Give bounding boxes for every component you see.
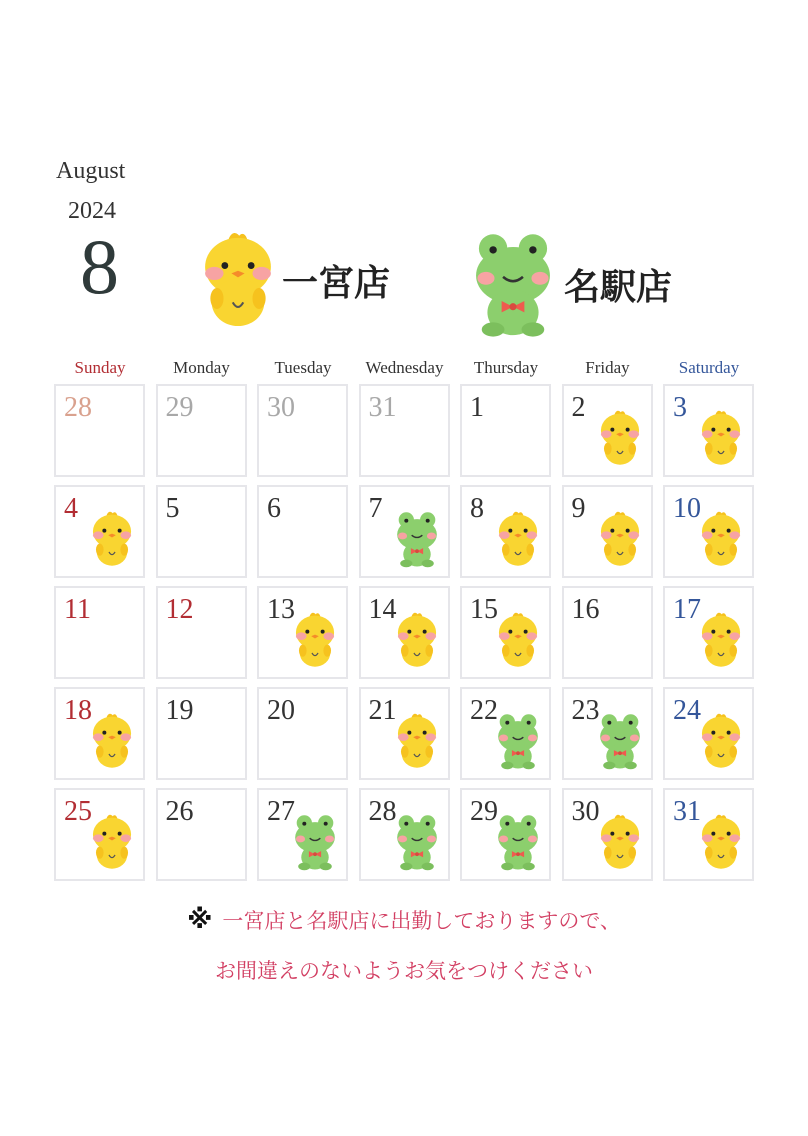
day-cell <box>359 485 450 578</box>
chick-icon <box>698 813 744 871</box>
day-number: 31 <box>368 392 397 423</box>
day-number: 23 <box>571 695 600 726</box>
note-line-1 <box>0 905 808 935</box>
day-number: 10 <box>673 493 701 524</box>
day-number: 28 <box>64 392 92 423</box>
day-cell <box>156 788 247 881</box>
day-cell <box>562 485 653 578</box>
weekday-sunday: Sunday <box>74 358 126 377</box>
chick-icon <box>597 510 643 568</box>
day-number: 7 <box>368 493 383 524</box>
chick-icon <box>698 510 744 568</box>
day-number: 3 <box>673 392 687 423</box>
note-mark: ※ <box>187 905 213 935</box>
chick-icon <box>698 712 744 770</box>
day-cell <box>257 586 348 679</box>
day-number: 26 <box>165 796 194 827</box>
day-cell <box>257 384 348 477</box>
day-number: 29 <box>470 796 498 827</box>
day-cell <box>54 384 145 477</box>
frog-icon <box>597 712 643 770</box>
day-number: 4 <box>64 493 78 524</box>
chick-icon <box>394 712 440 770</box>
weekday-monday: Monday <box>173 358 230 377</box>
day-number: 27 <box>267 796 295 827</box>
frog-icon <box>394 813 440 871</box>
day-number: 11 <box>64 594 91 625</box>
weekday-tuesday: Tuesday <box>274 358 332 377</box>
day-number: 17 <box>673 594 701 625</box>
day-cell <box>562 586 653 679</box>
day-cell <box>359 687 450 780</box>
day-cell <box>54 788 145 881</box>
day-cell <box>54 687 145 780</box>
day-cell <box>156 687 247 780</box>
frog-icon <box>470 230 556 338</box>
header-month-number: 8 <box>80 223 119 310</box>
chick-icon <box>394 611 440 669</box>
legend-label-ichinomiya: 一宮店 <box>282 262 391 304</box>
day-cell <box>562 687 653 780</box>
chick-icon <box>698 611 744 669</box>
day-cell <box>156 384 247 477</box>
chick-icon <box>698 409 744 467</box>
chick-icon <box>495 611 541 669</box>
day-number: 19 <box>165 695 194 726</box>
chick-icon <box>597 813 643 871</box>
chick-icon <box>89 813 135 871</box>
day-number: 22 <box>470 695 498 726</box>
day-number: 30 <box>571 796 600 827</box>
day-number: 2 <box>571 392 586 423</box>
day-cell <box>156 485 247 578</box>
day-cell <box>257 687 348 780</box>
day-number: 16 <box>571 594 600 625</box>
day-number: 6 <box>267 493 281 524</box>
day-number: 20 <box>267 695 295 726</box>
day-number: 9 <box>571 493 586 524</box>
frog-icon <box>292 813 338 871</box>
weekday-header <box>52 358 756 382</box>
weekday-friday: Friday <box>585 358 630 377</box>
frog-icon <box>394 510 440 568</box>
day-number: 15 <box>470 594 498 625</box>
legend-label-meieki: 名駅店 <box>564 266 673 308</box>
day-cell <box>54 586 145 679</box>
legend-ichinomiya <box>198 230 390 330</box>
day-cell <box>663 384 754 477</box>
day-cell <box>663 586 754 679</box>
chick-icon <box>89 510 135 568</box>
day-cell <box>257 788 348 881</box>
day-cell <box>460 485 551 578</box>
day-number: 13 <box>267 594 295 625</box>
day-cell <box>562 384 653 477</box>
day-number: 18 <box>64 695 92 726</box>
day-cell <box>562 788 653 881</box>
header-year: 2024 <box>68 198 116 224</box>
day-number: 29 <box>165 392 194 423</box>
calendar-grid <box>52 382 756 884</box>
day-number: 31 <box>673 796 701 827</box>
day-cell <box>460 384 551 477</box>
chick-icon <box>198 230 278 330</box>
day-cell <box>257 485 348 578</box>
legend-meieki <box>470 230 672 338</box>
chick-icon <box>89 712 135 770</box>
frog-icon <box>495 712 541 770</box>
day-cell <box>359 586 450 679</box>
chick-icon <box>292 611 338 669</box>
day-cell <box>663 687 754 780</box>
day-number: 5 <box>165 493 180 524</box>
chick-icon <box>495 510 541 568</box>
header-month-name: August <box>56 158 126 184</box>
day-cell <box>460 687 551 780</box>
weekday-saturday: Saturday <box>678 358 740 377</box>
day-number: 1 <box>470 392 484 423</box>
day-number: 14 <box>368 594 397 625</box>
day-number: 24 <box>673 695 701 726</box>
weekday-thursday: Thursday <box>473 358 539 377</box>
weekday-wednesday: Wednesday <box>365 358 444 377</box>
day-number: 12 <box>165 594 194 625</box>
day-number: 8 <box>470 493 484 524</box>
day-cell <box>156 586 247 679</box>
day-number: 25 <box>64 796 92 827</box>
day-cell <box>359 384 450 477</box>
day-cell <box>359 788 450 881</box>
note-line-2: お間違えのないようお気をつけください <box>215 959 593 983</box>
day-cell <box>663 485 754 578</box>
day-number: 30 <box>267 392 295 423</box>
day-cell <box>460 788 551 881</box>
chick-icon <box>597 409 643 467</box>
day-cell <box>460 586 551 679</box>
note-text-1: 一宮店と名駅店に出勤しておりますので、 <box>222 909 621 933</box>
day-cell <box>54 485 145 578</box>
day-cell <box>663 788 754 881</box>
day-number: 28 <box>368 796 397 827</box>
frog-icon <box>495 813 541 871</box>
day-number: 21 <box>368 695 397 726</box>
